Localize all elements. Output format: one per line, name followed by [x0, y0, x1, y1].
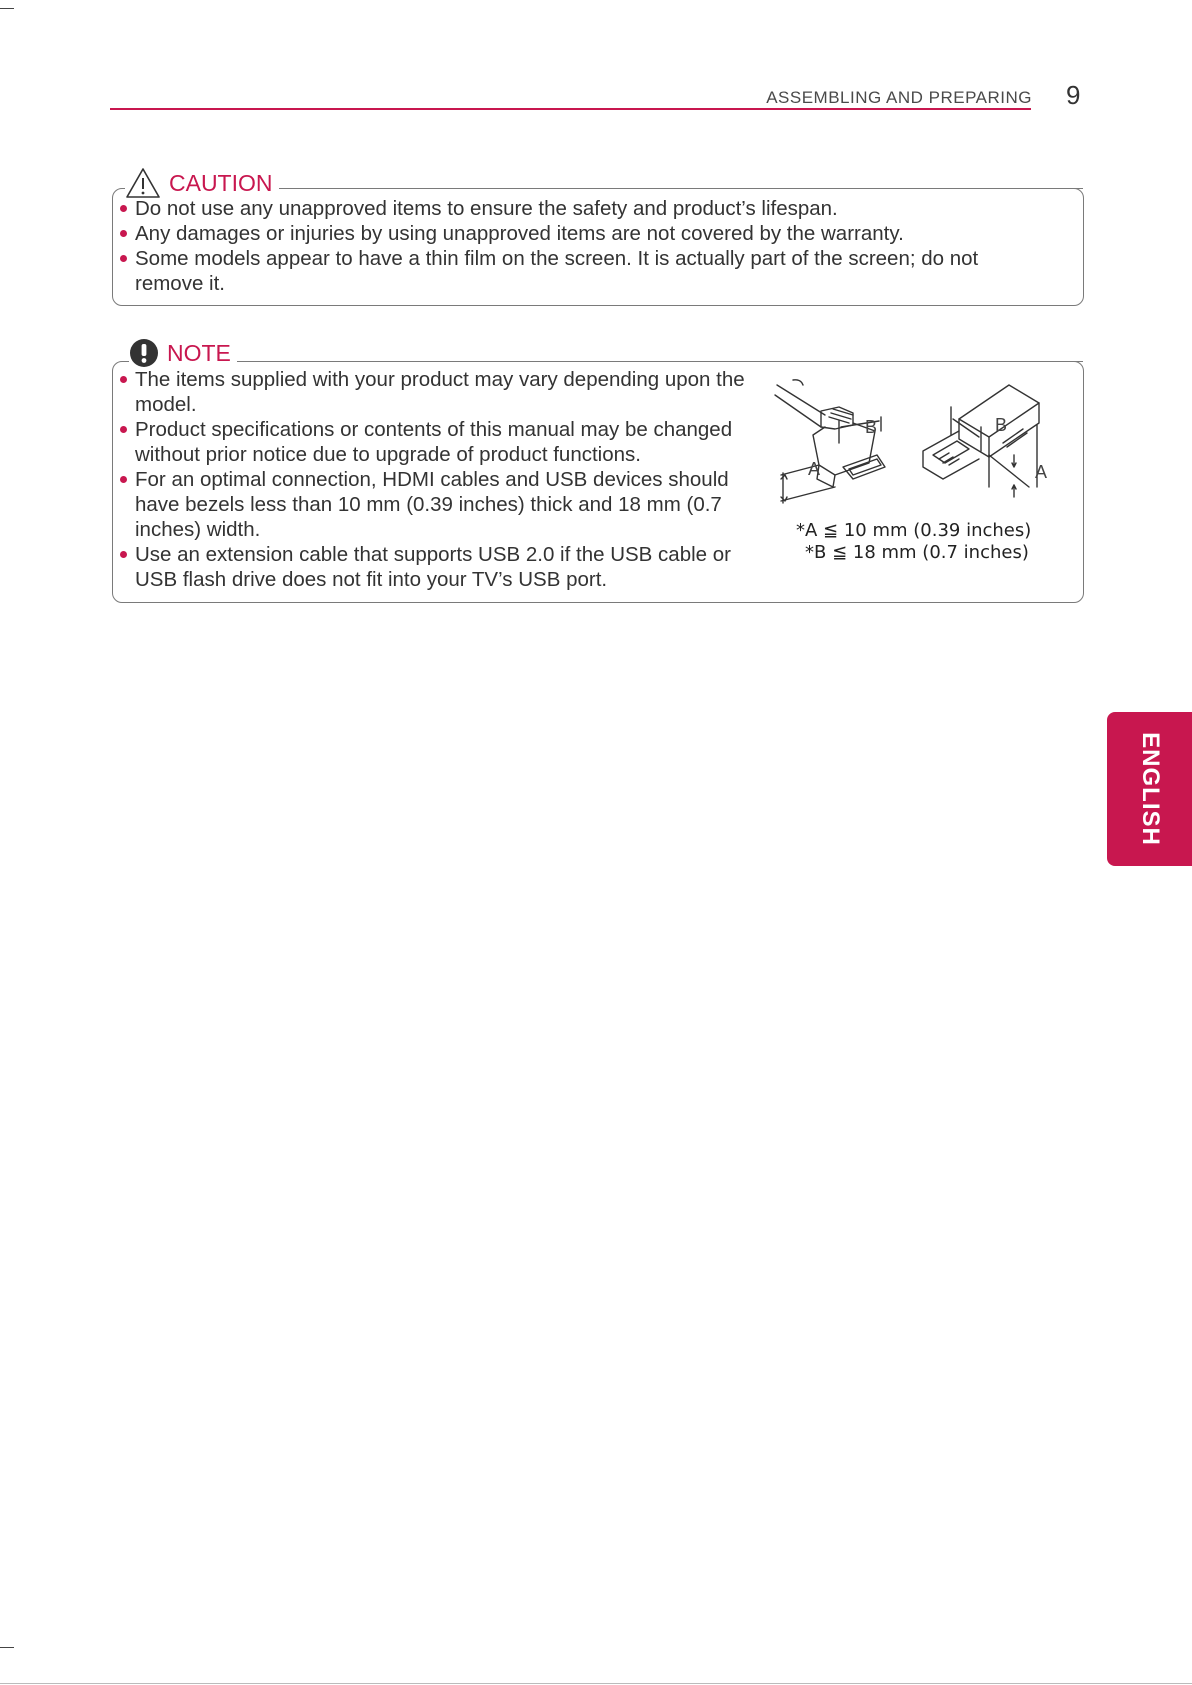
section-title: ASSEMBLING AND PREPARING — [766, 88, 1032, 107]
list-item: Do not use any unapproved items to ensure the safety and product’s lifespan. — [120, 196, 1070, 221]
language-tab — [1107, 712, 1192, 866]
bullet-icon — [120, 476, 127, 483]
spec-b-caption: *B ≦ 18 mm (0.7 inches) — [805, 542, 1029, 563]
hdmi-dimension-b-label: B — [865, 417, 878, 437]
exclamation-circle-icon — [129, 338, 159, 368]
list-item: Product specifications or contents of this manual may be changed without prior notice due to upgrade of product functions. — [120, 417, 780, 467]
usb-dimension-b-label: B — [995, 415, 1008, 435]
bullet-icon — [120, 376, 127, 383]
caution-box — [112, 169, 1084, 306]
caution-heading — [125, 167, 279, 199]
crop-mark — [0, 1647, 14, 1648]
warning-triangle-icon — [125, 167, 161, 199]
list-item: The items supplied with your product may vary depending upon the model. — [120, 367, 790, 417]
caution-label: CAUTION — [169, 169, 273, 196]
header-rule — [110, 108, 1031, 110]
caution-heading-rule — [285, 188, 1083, 189]
bullet-icon — [120, 255, 127, 262]
spec-a-caption: *A ≦ 10 mm (0.39 inches) — [796, 520, 1032, 541]
note-list — [120, 367, 790, 592]
page-number: 9 — [1066, 80, 1081, 110]
note-heading — [129, 338, 237, 368]
list-item: Use an extension cable that supports USB 2.0 if the USB cable or USB flash drive does not fit into your TV’s USB port. — [120, 542, 775, 592]
list-item: Some models appear to have a thin film on the screen. It is actually part of the screen; do not remove it. — [120, 246, 1035, 296]
crop-mark — [0, 1683, 1192, 1684]
crop-mark — [0, 8, 14, 9]
list-item: For an optimal connection, HDMI cables and USB devices should have bezels less than 10 mm (0.39 inches) thick and 18 mm (0.7 inches) width. — [120, 467, 760, 542]
note-label: NOTE — [167, 339, 231, 366]
usb-dimension-a-label: A — [1035, 462, 1048, 482]
list-item: Any damages or injuries by using unapproved items are not covered by the warranty. — [120, 221, 1070, 246]
language-tab-label: ENGLISH — [1136, 732, 1164, 846]
note-heading-rule — [238, 361, 1083, 362]
usb-drive-icon — [923, 385, 1039, 497]
hdmi-connector-icon — [775, 380, 885, 503]
bullet-icon — [120, 551, 127, 558]
bullet-icon — [120, 426, 127, 433]
caution-list — [120, 196, 1070, 296]
hdmi-dimension-a-label: A — [808, 459, 821, 479]
bullet-icon — [120, 230, 127, 237]
bullet-icon — [120, 205, 127, 212]
